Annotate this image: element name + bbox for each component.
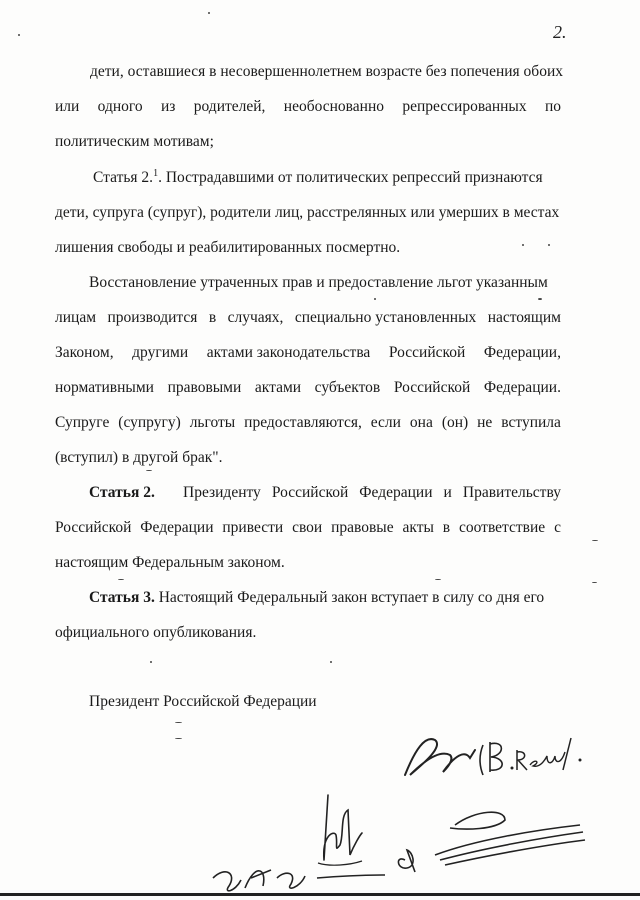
word: Федерации [359,484,433,501]
word: Российской [393,379,471,396]
word: Российской [388,344,466,361]
body-line [55,97,561,117]
word: в [442,519,451,536]
article-2-1-text: . Пострадавшими от политических репрессий признаются [158,169,543,186]
word: Федерации. [483,379,561,396]
body-line [55,518,561,538]
body-line: (вступил) в другой брак". [55,449,223,466]
word: предоставляются, [244,414,362,431]
scan-speck [175,722,182,723]
scan-speck [18,34,20,36]
word: Президенту [183,484,261,501]
scan-speck [592,540,598,541]
body-line: Восстановление утраченных прав и предоставление льгот указанным [89,274,548,291]
word: необоснованно [283,98,384,115]
word: свои [292,519,323,536]
word: Федерации [140,519,214,536]
word: Супруге [55,414,110,431]
word: одного [97,98,143,115]
word: лицам [55,309,97,326]
bottom-scan-edge [0,893,640,896]
word: другими [132,344,189,361]
body-line: лишения свободы и реабилитированных посмертно. [55,239,401,256]
word: льготы [189,414,236,431]
superscript: 1 [153,167,159,179]
scan-speck [175,738,182,739]
word: специально установленных [294,309,477,326]
body-line [55,343,561,363]
article-3-label: Статья 3. [89,589,155,606]
visa-signature [395,800,595,880]
scan-speck [538,298,542,300]
word: и [443,484,452,501]
scan-speck [150,661,152,663]
word: субъектов [314,379,381,396]
body-line: дети, оставшиеся в несовершеннолетнем возрасте без попечения обоих [90,63,563,80]
article-2-text [183,483,561,503]
signatory-title: Президент Российской Федерации [89,693,317,710]
word: она [409,414,433,431]
word: по [544,98,561,115]
word: или [55,98,80,115]
word: соответствие [459,519,546,536]
article-2-1-label: Статья 2. [93,169,154,186]
body-line [55,413,561,433]
body-line: официального опубликования. [55,624,257,641]
word: (он) [441,414,469,431]
scan-speck [548,244,550,246]
scan-speck [592,582,597,583]
word: репрессированных [402,98,527,115]
word: правовые [331,519,394,536]
word: актами [254,379,302,396]
word: привести [222,519,284,536]
word: Законом, [55,344,114,361]
body-line [55,378,561,398]
scan-speck [374,298,376,300]
body-line: политическим мотивам; [55,133,214,150]
word: Правительству [462,484,561,501]
article-3-line [89,588,544,608]
word: в [208,309,217,326]
body-line [55,308,561,328]
body-line: настоящим Федеральным законом. [55,554,285,571]
word: родителей, [193,98,266,115]
article-2-label: Статья 2. [89,484,155,501]
word: случаях, [227,309,284,326]
word: Российской [55,519,132,536]
president-signature [395,720,595,790]
word: (супругу) [118,414,181,431]
word: настоящим [487,309,561,326]
visa-signature [205,858,395,898]
word: акты [402,519,434,536]
word: правовыми [167,379,242,396]
word: производится [107,309,198,326]
word: актами законодательства [206,344,371,361]
scan-speck [146,470,152,471]
scan-speck [435,579,441,580]
word: вступила [501,414,561,431]
word: нормативными [55,379,154,396]
article-3-text: Настоящий Федеральный закон вступает в силу со дня его [154,589,545,606]
scan-speck [208,12,210,14]
word: не [477,414,493,431]
word: из [160,98,176,115]
article-2-1-line [93,168,543,188]
scan-speck [522,244,524,246]
article-2-line [89,483,561,503]
page-number: 2. [553,22,567,42]
word: если [370,414,401,431]
body-line: дети, супруга (супруг), родители лиц, расстрелянных или умерших в местах [55,204,560,221]
word: Федерации, [483,344,561,361]
scan-speck [330,661,332,663]
word: с [554,519,561,536]
word: Российской [271,484,349,501]
scan-speck [118,579,124,580]
